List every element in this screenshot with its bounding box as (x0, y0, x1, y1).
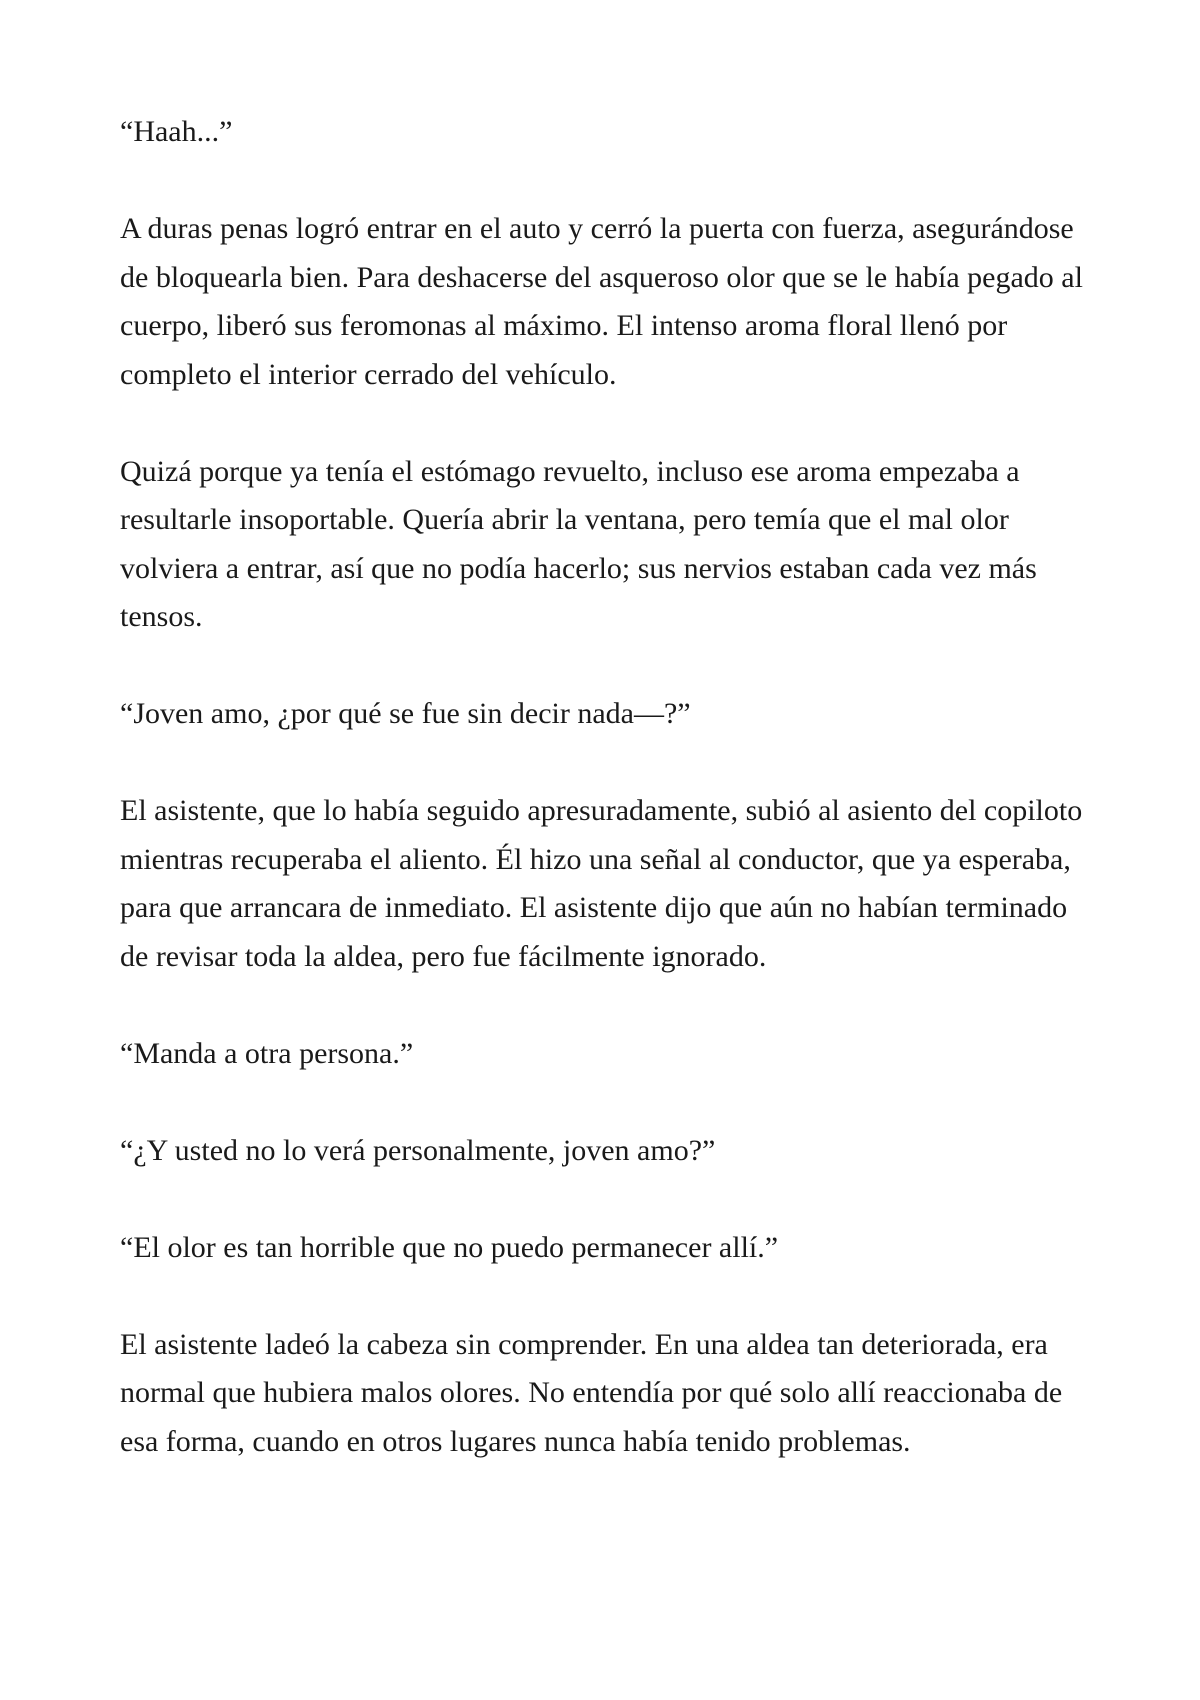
paragraph-2: A duras penas logró entrar en el auto y cerró la puerta con fuerza, asegurándose de bloquearla bien. Para deshacerse del asqueroso olor que se le había pegado al cuerpo, liberó sus feromonas al máximo. El intenso aroma floral llenó por completo el interior cerrado del vehículo. (120, 212, 1083, 391)
paragraph-3: Quizá porque ya tenía el estómago revuelto, incluso ese aroma empezaba a resultarle insoportable. Quería abrir la ventana, pero temía que el mal olor volviera a entrar, así que no podía hacerlo; sus nervios estaban cada vez más tensos. (120, 454, 1037, 633)
document-page (120, 108, 1100, 1515)
paragraph-7: “¿Y usted no lo verá personalmente, joven amo?” (120, 1133, 716, 1167)
paragraph-8: “El olor es tan horrible que no puedo permanecer allí.” (120, 1230, 779, 1264)
paragraph-6: “Manda a otra persona.” (120, 1036, 414, 1070)
paragraph-9: El asistente ladeó la cabeza sin comprender. En una aldea tan deteriorada, era normal que hubiera malos olores. No entendía por qué solo allí reaccionaba de esa forma, cuando en otros lugares nunca había tenido problemas. (120, 1327, 1063, 1458)
paragraph-4: “Joven amo, ¿por qué se fue sin decir nada—?” (120, 697, 691, 730)
paragraph-1: “Haah...” (120, 115, 233, 148)
paragraph-5: El asistente, que lo había seguido apresuradamente, subió al asiento del copiloto mientras recuperaba el aliento. Él hizo una señal al conductor, que ya esperaba, para que arrancara de inmediato. El asistente dijo que aún no habían terminado de revisar toda la aldea, pero fue fácilmente ignorado. (120, 794, 1083, 973)
